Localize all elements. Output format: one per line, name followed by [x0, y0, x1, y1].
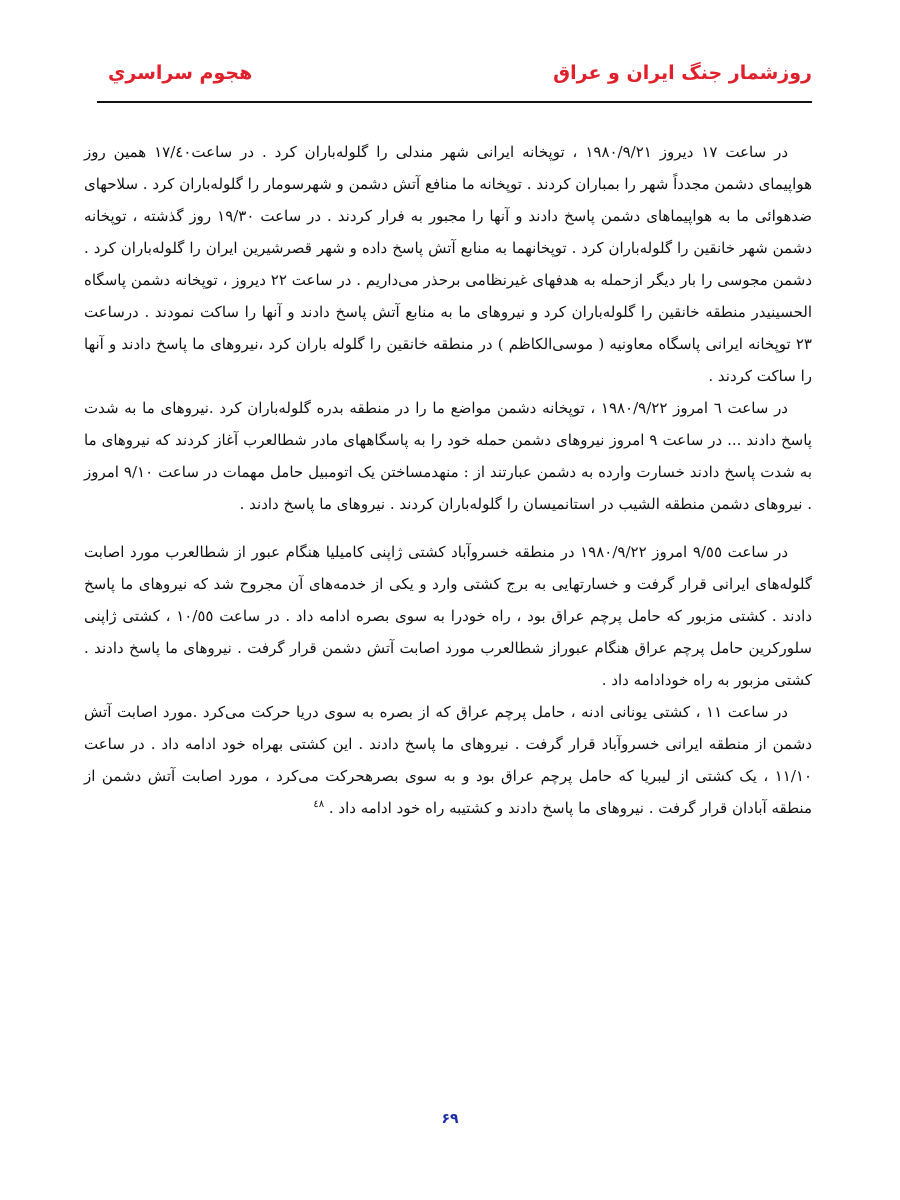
footnote-marker[interactable]: ٤٨: [313, 799, 325, 810]
paragraph-4-text: در ساعت ۱۱ ، کشتی یونانی ادنه ، حامل پرچم عراق که از بصره به سوی دریا حرکت می‌کرد .مورد اصابت آتش دشمن از منطقه ایرانی خسروآباد قرار گرفت . نیروهای ما پاسخ دادند . این کشتی بهراه خود ادامه داد . در ساعت ۱۱/۱۰ ، یک کشتی از لیبریا که حامل پرچم عراق بود و به سوی بصرهحرکت می‌کرد ، مورد اصابت آتش دشمن از منطقه آبادان قرار گرفت . نیروهای ما پاسخ دادند و کشتیبه راه خود ادامه داد .: [84, 703, 812, 817]
paragraph-3: [84, 536, 812, 696]
paragraph-1-text: در ساعت ۱۷ دیروز ۱۹۸۰/۹/۲۱ ، توپخانه ایرانی شهر مندلی را گلوله‌باران کرد . در ساعت۱۷/٤۰ همین روز هواپیمای دشمن مجدداً شهر را بمباران کردند . توپخانه ما منافع آتش دشمن و شهرسومار را گلوله‌باران کرد . سلاحهای ضدهوائی ما به هواپیماهای دشمن پاسخ دادند و آنها را مجبور به فرار کردند . در ساعت ۱۹/۳۰ روز گذشته ، توپخانه دشمن شهر خانقین را گلوله‌باران کرد . توپخانهما به منابع آتش پاسخ داده و شهر قصرشیرین ایران را گلوله‌باران کرد . دشمن مجوسی را بار دیگر ازحمله به هدفهای غیرنظامی برحذر می‌داریم . در ساعت ۲۲ دیروز ، توپخانه دشمن پاسگاه الحسینیدر منطقه خانقین را گلوله‌باران کرد و نیروهای ما به منابع آتش پاسخ دادند و آنها را ساکت نمودند . درساعت ۲۳ توپخانه ایرانی پاسگاه معاونیه ( موسی‌الکاظم ) در منطقه خانقین را گلوله باران کرد ،نیروهای ما پاسخ دادند و آنها را ساکت کردند .: [84, 143, 813, 385]
section-title: هجوم سراسري: [108, 62, 253, 84]
book-title: روزشمار جنگ ایران و عراق: [553, 62, 812, 84]
running-header: [108, 58, 812, 88]
paragraph-2-text: در ساعت ٦ امروز ۱۹۸۰/۹/۲۲ ، توپخانه دشمن مواضع ما را در منطقه بدره گلوله‌باران کرد .نیروهای ما به شدت پاسخ دادند ... در ساعت ۹ امروز نیروهای دشمن حمله خود را به پاسگاههای مادر شطالعرب آغاز کردند که نیروهای ما به شدت پاسخ دادند خسارت وارده به دشمن عبارتند از : منهدمساختن یک اتومبیل حامل مهمات در ساعت ۹/۱۰ امروز . نیروهای دشمن منطقه الشیب در استانمیسان را گلوله‌باران کردند . نیروهای ما پاسخ دادند .: [84, 399, 813, 513]
paragraph-3-text: در ساعت ۹/٥٥ امروز ۱۹۸۰/۹/۲۲ در منطقه خسروآباد کشتی ژاپنی کامیلیا هنگام عبور از شطالعرب مورد اصابت گلوله‌های ایرانی قرار گرفت و خسارتهایی به برج کشتی وارد و یکی از خدمه‌های آن مجروح شد که نیروهای ما پاسخ دادند . کشتی مزبور که حامل پرچم عراق بود ، راه خودرا به سوی بصره ادامه داد . در ساعت ۱۰/٥٥ ، کشتی ژاپنی سلورکرین حامل پرچم عراق هنگام عبوراز شطالعرب مورد اصابت آتش دشمن قرار گرفت . نیروهای ما پاسخ دادند . کشتی مزبور به راه خودادامه داد .: [84, 543, 812, 689]
page-number: ۶۹: [441, 1111, 459, 1127]
paragraph-2: [84, 392, 812, 520]
paragraph-1: [84, 136, 812, 392]
header-divider: [97, 101, 812, 103]
paragraph-4: [84, 696, 812, 824]
page-body: [84, 136, 812, 824]
